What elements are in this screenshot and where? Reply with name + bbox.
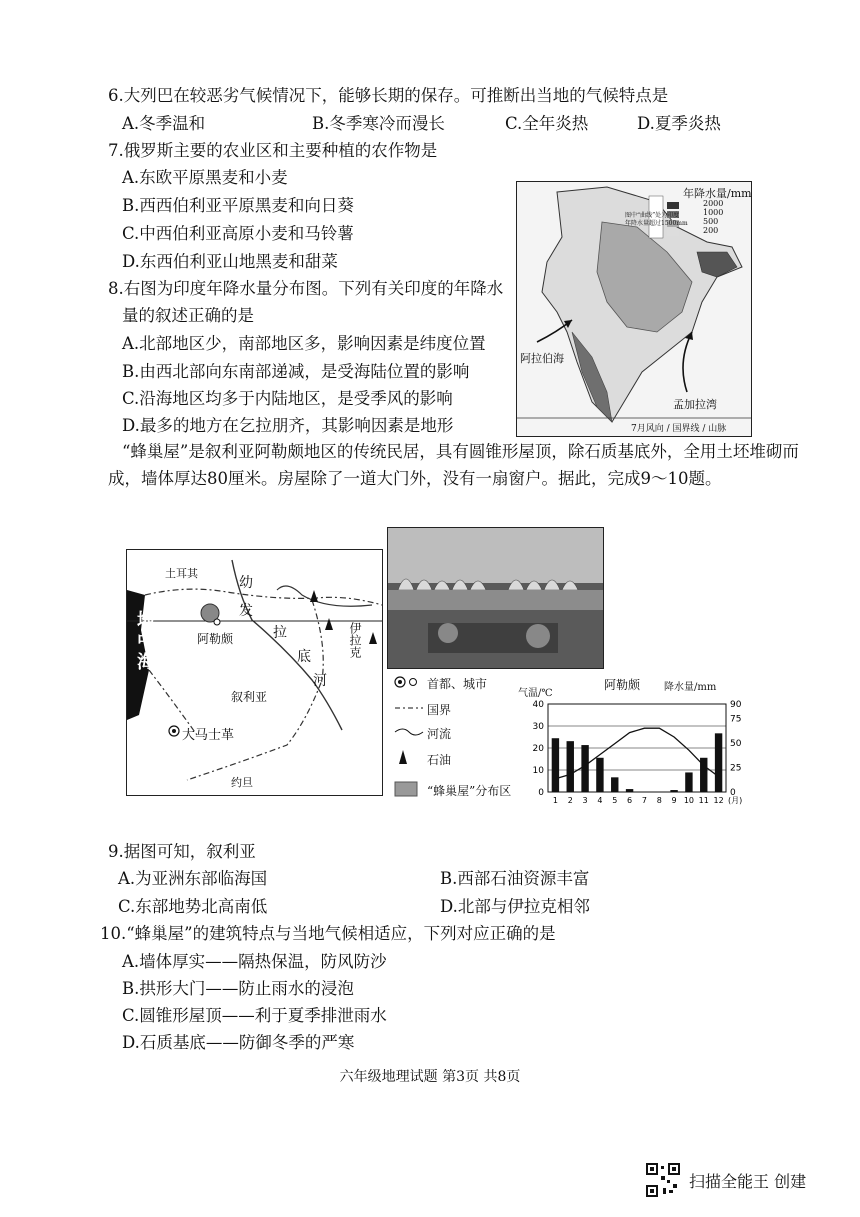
rainfall-legend-title: 年降水量/mm xyxy=(683,187,752,200)
chart-xlabel: (月) xyxy=(728,796,743,805)
aleppo-label: 阿勒颇 xyxy=(197,632,234,646)
scanner-watermark xyxy=(645,1162,806,1198)
q7-stem: 7.俄罗斯主要的农业区和主要种植的农作物是 xyxy=(108,141,438,160)
beehive-house-photo xyxy=(387,527,604,669)
q8-stem-line2: 量的叙述正确的是 xyxy=(122,306,254,325)
syria-label: 叙利亚 xyxy=(231,690,268,704)
chart-ytick-label: 40 xyxy=(532,700,544,710)
temperature-line xyxy=(555,728,718,779)
jordan-label: 约旦 xyxy=(231,776,253,789)
chart-xtick-label: 8 xyxy=(656,796,662,805)
q10-stem: 10.“蜂巢屋”的建筑特点与当地气候相适应，下列对应正确的是 xyxy=(100,924,556,943)
q9-stem: 9.据图可知，叙利亚 xyxy=(108,842,256,861)
q9-option-b: B.西部石油资源丰富 xyxy=(440,869,590,888)
chart-xtick-label: 4 xyxy=(597,796,603,805)
q9-option-c: C.东部地势北高南低 xyxy=(118,897,268,916)
legend-river: 河流 xyxy=(427,727,452,741)
chart-y2tick-label: 50 xyxy=(730,739,742,750)
q6-option-d: D.夏季炎热 xyxy=(637,114,721,133)
passage-text: “蜂巢屋”是叙利亚阿勒颇地区的传统民居，具有圆锥形屋顶，除石质基底外，全用土坯堆砌而成，墙体厚达80厘米。房屋除了一道大门外，没有一扇窗户。据此，完成9～10题。 xyxy=(108,442,799,488)
beehive-photo-drawing xyxy=(388,528,603,668)
chart-y2tick-label: 0 xyxy=(730,788,736,798)
q6-option-b: B.冬季寒冷而漫长 xyxy=(312,114,445,133)
page-footer: 六年级地理试题 第3页 共8页 xyxy=(339,1069,521,1085)
india-rainfall-map xyxy=(516,181,752,437)
legend-border: 国界 xyxy=(427,703,452,717)
precip-bar xyxy=(715,733,722,792)
q10-option-c: C.圆锥形屋顶——利于夏季排泄雨水 xyxy=(122,1006,387,1025)
q7-option-a: A.东欧平原黑麦和小麦 xyxy=(122,168,288,187)
chart-ytick-label: 30 xyxy=(532,722,544,732)
rainfall-legend-note-1: 图中“曲线”处为印度 xyxy=(625,212,680,219)
precip-bar xyxy=(670,790,677,792)
chart-xtick-label: 12 xyxy=(713,796,724,805)
rainfall-legend-200: 200 xyxy=(703,226,719,235)
q7-option-c: C.中西伯利亚高原小麦和马铃薯 xyxy=(122,224,354,243)
euphrates-char-1: 幼 xyxy=(239,575,253,591)
q10-option-a: A.墙体厚实——隔热保温，防风防沙 xyxy=(122,952,387,971)
euphrates-char-5: 河 xyxy=(313,673,327,689)
precip-bar xyxy=(611,777,618,792)
chart-ytick-label: 0 xyxy=(538,788,544,798)
chart-xtick-label: 1 xyxy=(552,796,558,805)
precip-bar xyxy=(567,741,574,792)
q8-option-a: A.北部地区少，南部地区多，影响因素是纬度位置 xyxy=(122,334,486,353)
precip-bar xyxy=(552,738,559,792)
chart-ytick-label: 20 xyxy=(532,744,544,754)
scanner-text: 扫描全能王 创建 xyxy=(689,1171,807,1191)
chart-title: 阿勒颇 xyxy=(604,678,641,692)
map-legend xyxy=(393,672,513,802)
chart-xtick-label: 9 xyxy=(671,796,677,805)
rainfall-legend-note-2: 年降水量超过1500mm xyxy=(625,220,688,227)
mediterranean-label: 地中海 xyxy=(134,610,155,673)
turkey-label: 土耳其 xyxy=(165,567,198,580)
damascus-label: 大马士革 xyxy=(182,728,235,743)
rainfall-legend-500: 500 xyxy=(703,217,719,226)
chart-xtick-label: 7 xyxy=(641,796,647,805)
euphrates-char-3: 拉 xyxy=(273,625,287,641)
passage xyxy=(108,438,828,492)
q8-option-b: B.由西北部向东南部递减，是受海陆位置的影响 xyxy=(122,362,470,381)
syria-map-drawing xyxy=(127,550,382,795)
chart-xtick-label: 2 xyxy=(567,796,573,805)
arabian-sea-label: 阿拉伯海 xyxy=(520,352,564,365)
precip-bar xyxy=(581,745,588,792)
euphrates-char-4: 底 xyxy=(297,649,311,665)
precip-bar xyxy=(685,772,692,792)
syria-map xyxy=(126,549,383,796)
chart-xtick-label: 5 xyxy=(612,796,618,805)
chart-xtick-label: 3 xyxy=(582,796,588,805)
chart-y2tick-label: 75 xyxy=(730,714,742,725)
euphrates-char-2: 发 xyxy=(239,603,253,619)
chart-y2label: 降水量/mm xyxy=(664,682,717,693)
legend-beehive-area: “蜂巢屋”分布区 xyxy=(427,784,512,798)
precip-bar xyxy=(626,789,633,792)
q6-option-c: C.全年炎热 xyxy=(505,114,589,133)
chart-xtick-label: 11 xyxy=(698,796,709,805)
q7-option-d: D.东西伯利亚山地黑麦和甜菜 xyxy=(122,252,338,271)
rainfall-legend-2000: 2000 xyxy=(703,199,724,208)
q9-option-a: A.为亚洲东部临海国 xyxy=(118,869,268,888)
chart-y2tick-label: 90 xyxy=(730,700,742,710)
legend-capital-city: 首都、城市 xyxy=(427,677,488,691)
q9-option-d: D.北部与伊拉克相邻 xyxy=(440,897,590,916)
q6-option-a: A.冬季温和 xyxy=(122,114,206,133)
bay-of-bengal-label: 孟加拉湾 xyxy=(673,398,717,411)
iraq-label: 伊拉克 xyxy=(348,622,362,658)
qr-code-icon xyxy=(645,1162,681,1198)
q10-option-b: B.拱形大门——防止雨水的浸泡 xyxy=(122,979,354,998)
q10-option-d: D.石质基底——防御冬季的严寒 xyxy=(122,1033,355,1052)
q6-stem: 6.大列巴在较恶劣气候情况下，能够长期的保存。可推断出当地的气候特点是 xyxy=(108,86,669,105)
climate-chart-svg xyxy=(518,676,758,812)
chart-ytick-label: 10 xyxy=(532,766,544,776)
q8-option-c: C.沿海地区均多于内陆地区，是受季风的影响 xyxy=(122,389,453,408)
q8-option-d: D.最多的地方在乞拉朋齐，其影响因素是地形 xyxy=(122,416,454,435)
chart-xtick-label: 6 xyxy=(627,796,633,805)
q7-option-b: B.西西伯利亚平原黑麦和向日葵 xyxy=(122,196,354,215)
india-map-bottom-legend: 7月风向 / 国界线 / 山脉 xyxy=(631,424,727,434)
precip-bar xyxy=(596,758,603,792)
chart-xtick-label: 10 xyxy=(683,796,695,805)
legend-oil: 石油 xyxy=(427,753,452,767)
aleppo-climate-chart xyxy=(518,676,758,812)
chart-y2tick-label: 25 xyxy=(730,763,742,774)
chart-ylabel: 气温/℃ xyxy=(518,688,553,699)
q8-stem-line1: 8.右图为印度年降水量分布图。下列有关印度的年降水 xyxy=(108,279,504,298)
rainfall-legend-1000: 1000 xyxy=(703,208,724,217)
